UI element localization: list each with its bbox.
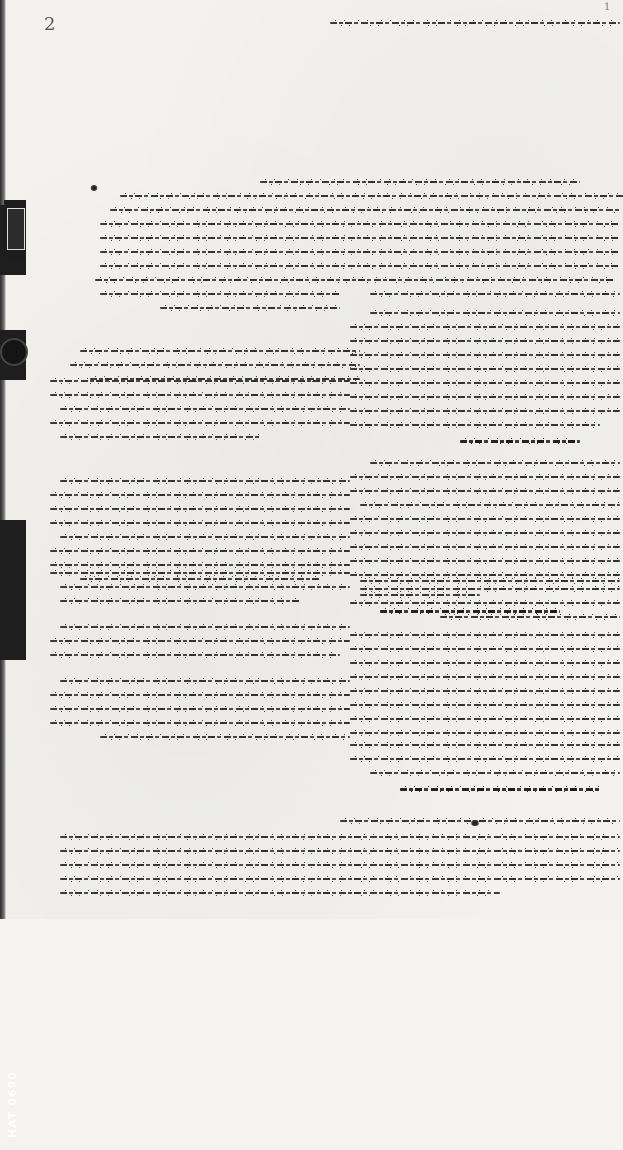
stamp-icon [4, 200, 26, 260]
paragraph-4 [40, 570, 620, 750]
corner-number: 2 [44, 14, 56, 35]
ink-blot [470, 820, 480, 826]
ink-blot [90, 185, 98, 191]
archive-tab-bottom [0, 520, 26, 1139]
paragraph-2 [40, 300, 620, 450]
binding-edge [0, 0, 6, 919]
page-number: 1 [604, 2, 611, 13]
paragraph-5 [40, 740, 620, 910]
header-line [330, 14, 620, 36]
seal-icon [2, 340, 26, 364]
archive-label: HAT 0690 [6, 1071, 19, 1139]
